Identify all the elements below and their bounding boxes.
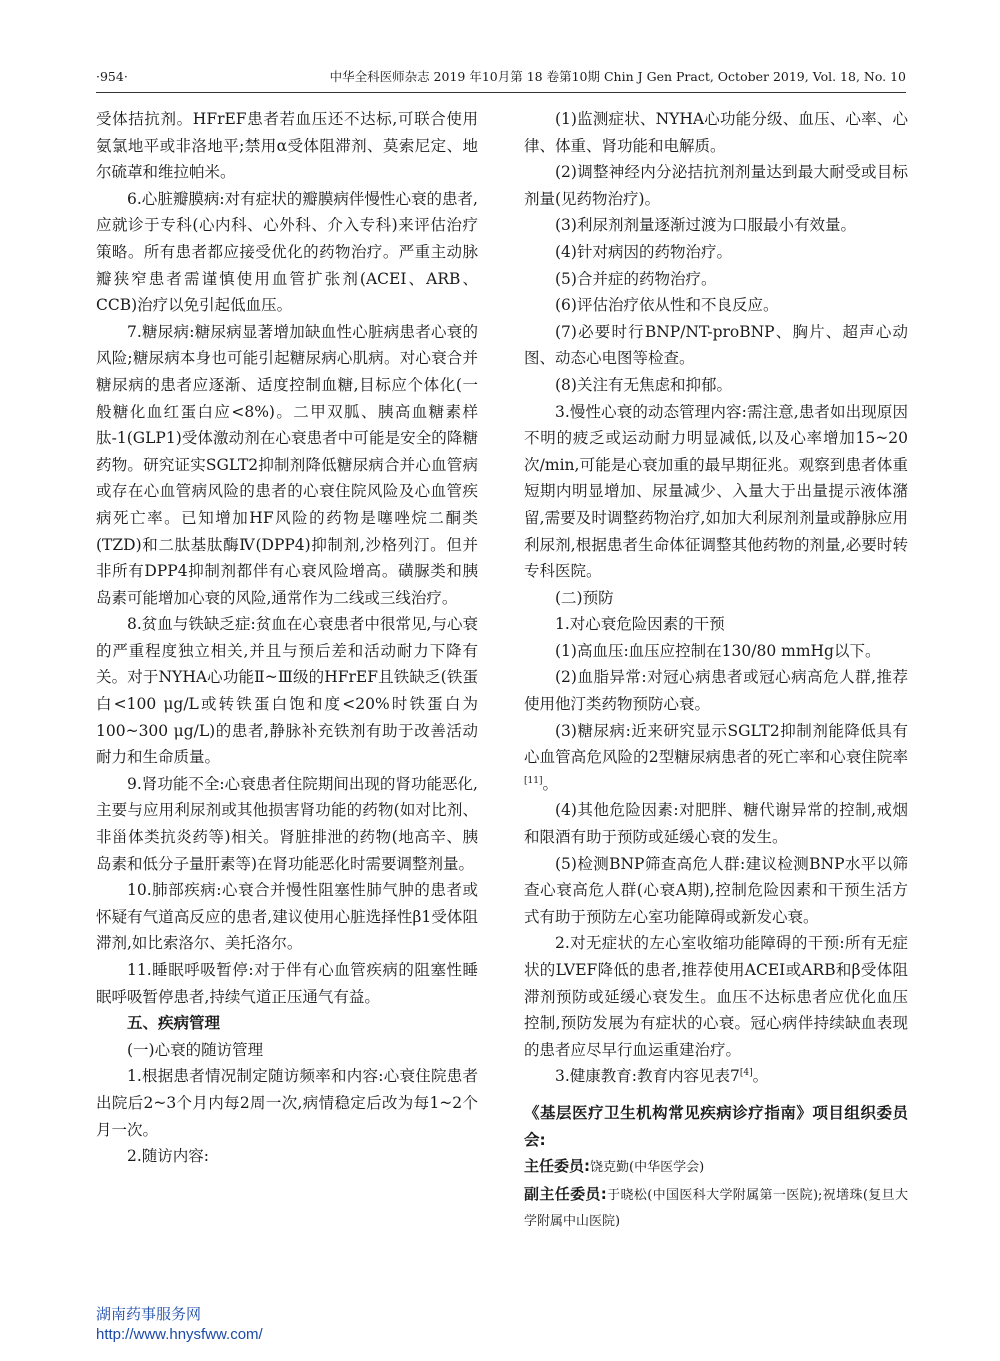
paragraph: (5)合并症的药物治疗。	[555, 269, 717, 288]
paragraph	[524, 718, 908, 798]
vice-names: 于晓松(中国医科大学附属第一医院);祝墡珠(复旦大学附属中山医院)	[524, 1188, 908, 1230]
subsection-heading: (一)心衰的随访管理	[127, 1040, 264, 1059]
paragraph-text: (3)糖尿病:近来研究显示SGLT2抑制剂能降低具有心血管高危风险的2型糖尿病患者的死亡率和心衰住院率	[524, 721, 908, 767]
vice-label: 副主任委员:	[524, 1185, 607, 1204]
journal-citation: 中华全科医师杂志 2019 年10月第 18 卷第10期 Chin J Gen Pract, October 2019, Vol. 18, No. 10	[329, 69, 906, 84]
paragraph: (2)调整神经内分泌拮抗剂剂量达到最大耐受或目标剂量(见药物治疗)。	[524, 163, 908, 208]
paragraph: 8.贫血与铁缺乏症:贫血在心衰患者中很常见,与心衰的严重程度独立相关,并且与预后差和活动耐力下降有关。对于NYHA心功能Ⅱ~Ⅲ级的HFrEF且铁缺乏(铁蛋白<100 μg/L或转铁蛋白饱和度<20%时铁蛋白为100~300 μg/L)的患者,静脉补充铁剂有助于改善活动耐力和生命质量。	[96, 615, 478, 767]
paragraph: 7.糖尿病:糖尿病显著增加缺血性心脏病患者心衰的风险;糖尿病本身也可能引起糖尿病心肌病。对心衰合并糖尿病的患者应逐渐、适度控制血糖,目标应个体化(一般糖化血红蛋白应<8%)。二甲双胍、胰高血糖素样肽-1(GLP1)受体激动剂在心衰患者中可能是安全的降糖药物。研究证实SGLT2抑制剂降低糖尿病合并心血管病或存在心血管病风险的患者的心衰住院风险及心血管疾病死亡率。已知增加HF风险的药物是噻唑烷二酮类(TZD)和二肽基肽酶Ⅳ(DPP4)抑制剂,沙格列汀。但并非所有DPP4抑制剂都伴有心衰风险增高。磺脲类和胰岛素可能增加心衰的风险,通常作为二线或三线治疗。	[96, 322, 478, 607]
paragraph: 2.对无症状的左心室收缩功能障碍的干预:所有无症状的LVEF降低的患者,推荐使用ACEI或ARB和β受体阻滞剂预防或延缓心衰发生。血压不达标患者应优化血压控制,预防发展为有症状的心衰。冠心病伴持续缺血表现的患者应尽早行血运重建治疗。	[524, 934, 908, 1059]
section-heading: 五、疾病管理	[127, 1014, 221, 1033]
citation-ref[interactable]: [4]	[739, 1068, 753, 1079]
paragraph: (3)利尿剂剂量逐渐过渡为口服最小有效量。	[555, 216, 856, 235]
punctuation: 。	[542, 774, 558, 793]
paragraph: (6)评估治疗依从性和不良反应。	[555, 296, 779, 315]
paragraph: (8)关注有无焦虑和抑郁。	[555, 375, 732, 394]
paragraph: (2)血脂异常:对冠心病患者或冠心病高危人群,推荐使用他汀类药物预防心衰。	[524, 668, 908, 714]
paragraph: 6.心脏瓣膜病:对有症状的瓣膜病伴慢性心衰的患者,应就诊于专科(心内科、心外科、介入专科)来评估治疗策略。所有患者都应接受优化的药物治疗。严重主动脉瓣狭窄患者需谨慎使用血管扩张剂(ACEI、ARB、CCB)治疗以免引起低血压。	[96, 189, 478, 315]
paragraph: (1)高血压:血压应控制在130/80 mmHg以下。	[555, 641, 881, 660]
paragraph-text: 3.健康教育:教育内容见表7	[555, 1067, 740, 1086]
committee-director	[524, 1153, 908, 1181]
right-column	[524, 106, 908, 1235]
committee-heading: 《基层医疗卫生机构常见疾病诊疗指南》项目组织委员会:	[524, 1103, 908, 1149]
director-label: 主任委员:	[524, 1157, 590, 1176]
paragraph: 受体拮抗剂。HFrEF患者若血压还不达标,可联合使用氨氯地平或非洛地平;禁用α受体阻滞剂、莫索尼定、地尔硫䓬和维拉帕米。	[96, 110, 478, 182]
paragraph: 10.肺部疾病:心衰合并慢性阻塞性肺气肿的患者或怀疑有气道高反应的患者,建议使用心脏选择性β1受体阻滞剂,如比索洛尔、美托洛尔。	[96, 881, 478, 953]
paragraph: (7)必要时行BNP/NT-proBNP、胸片、超声心动图、动态心电图等检查。	[524, 322, 908, 368]
paragraph	[524, 1063, 908, 1090]
director-name: 饶克勤(中华医学会)	[590, 1160, 705, 1176]
punctuation: 。	[752, 1067, 769, 1086]
paragraph: (4)针对病因的药物治疗。	[555, 242, 732, 261]
left-column	[96, 106, 478, 1170]
paragraph: 2.随访内容:	[127, 1147, 210, 1166]
paragraph: (1)监测症状、NYHA心功能分级、血压、心率、心律、体重、肾功能和电解质。	[524, 110, 908, 155]
paragraph: 1.对心衰危险因素的干预	[555, 615, 725, 634]
running-header	[96, 66, 906, 88]
paragraph: (5)检测BNP筛查高危人群:建议检测BNP水平以筛查心衰高危人群(心衰A期),控制危险因素和干预生活方式有助于预防左心室功能障碍或新发心衰。	[524, 854, 908, 926]
page-number: ·954·	[96, 69, 128, 84]
watermark	[96, 1305, 263, 1345]
paragraph: 1.根据患者情况制定随访频率和内容:心衰住院患者出院后2~3个月内每2周一次,病情稳定后改为每1~2个月一次。	[96, 1067, 478, 1139]
paragraph: 3.慢性心衰的动态管理内容:需注意,患者如出现原因不明的疲乏或运动耐力明显减低,以及心率增加15~20次/min,可能是心衰加重的最早期征兆。观察到患者体重短期内明显增加、尿量减少、入量大于出量提示液体潴留,需要及时调整药物治疗,如加大利尿剂剂量或静脉应用利尿剂,根据患者生命体征调整其他药物的剂量,必要时转专科医院。	[524, 402, 908, 581]
committee-vice-directors	[524, 1181, 908, 1235]
paragraph: 11.睡眠呼吸暂停:对于伴有心血管疾病的阻塞性睡眠呼吸暂停患者,持续气道正压通气有益。	[96, 961, 478, 1006]
subsection-heading: (二)预防	[555, 588, 614, 607]
paragraph: (4)其他危险因素:对肥胖、糖代谢异常的控制,戒烟和限酒有助于预防或延缓心衰的发生。	[524, 801, 908, 847]
citation-ref[interactable]: [11]	[524, 775, 543, 786]
watermark-url[interactable]: http://www.hnysfww.com/	[96, 1326, 263, 1343]
watermark-site-name: 湖南药事服务网	[96, 1306, 202, 1323]
header-rule	[96, 92, 906, 93]
paragraph: 9.肾功能不全:心衰患者住院期间出现的肾功能恶化,主要与应用利尿剂或其他损害肾功能的药物(如对比剂、非甾体类抗炎药等)相关。肾脏排泄的药物(地高辛、胰岛素和低分子量肝素等)在肾功能恶化时需要调整剂量。	[96, 774, 478, 873]
